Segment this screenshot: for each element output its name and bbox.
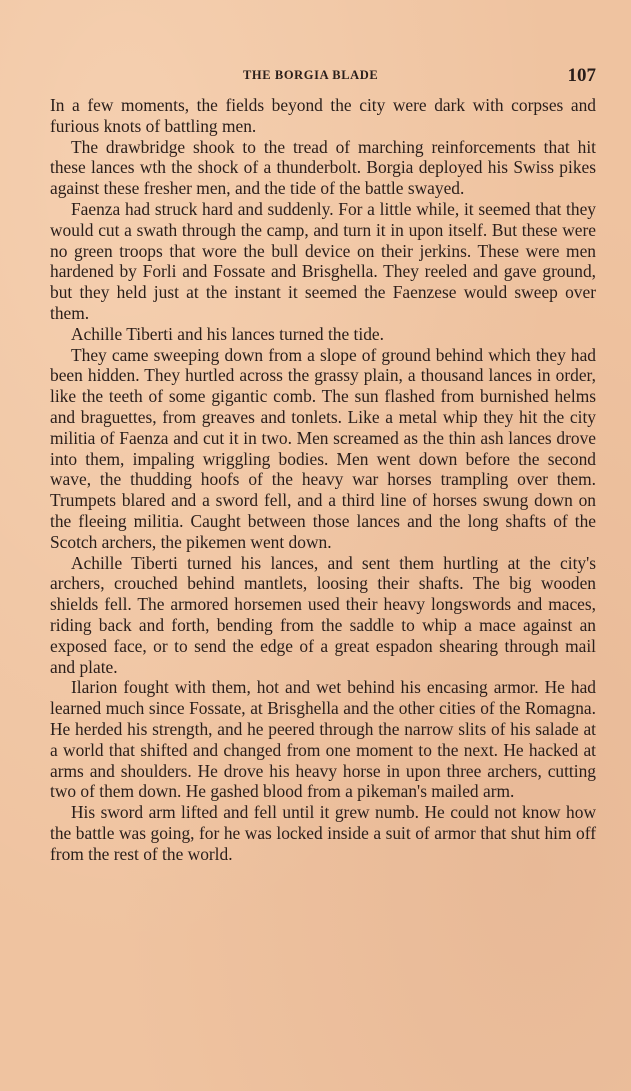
paragraph: His sword arm lifted and fell until it grew numb. He could not know how the battle was going, for he was locked inside a suit of armor that shut him off from the rest of the world. [50,802,596,864]
running-title: THE BORGIA BLADE [243,68,379,82]
page-number: 107 [567,65,596,86]
paragraph: Achille Tiberti turned his lances, and sent them hurtling at the city's archers, crouched behind mantlets, loosing their shafts. The big wooden shields fell. The armored horsemen used their heavy longswords and maces, riding back and forth, bending from the saddle to whip a mace against an exposed face, or to send the edge of a great espadon shearing through mail and plate. [50,552,596,677]
paragraph: The drawbridge shook to the tread of marching reinforcements that hit these lances wth the shock of a thunderbolt. Borgia deployed his Swiss pikes against these fresher men, and the tide of the battle swayed. [50,136,596,199]
paragraph: Faenza had struck hard and suddenly. For a little while, it seemed that they would cut a swath through the camp, and turn it in upon itself. But these were no green troops that wore the bull device on their jerkins. These were men hardened by Forli and Fossate and Brisghella. They reeled and gave ground, but they held just at the instant it seemed the Faenzese would sweep over them. [50,198,596,323]
paragraph: Achille Tiberti and his lances turned the tide. [71,323,384,344]
paragraph: In a few moments, the fields beyond the city were dark with corpses and furious knots of battling men. [50,95,596,136]
body-text [50,95,596,864]
book-page [50,66,596,864]
running-head [50,66,596,94]
paragraph: Ilarion fought with them, hot and wet behind his encasing armor. He had learned much since Fossate, at Brisghella and the other cities of the Romagna. He herded his strength, and he peered through the narrow slits of his salade at a world that shifted and changed from one moment to the next. He hacked at arms and shoulders. He drove his heavy horse in upon three archers, cutting two of them down. He gashed blood from a pikeman's mailed arm. [50,677,596,802]
paragraph: They came sweeping down from a slope of ground behind which they had been hidden. They hurtled across the grassy plain, a thousand lances in order, like the teeth of some gigantic comb. The sun flashed from burnished helms and braguettes, from greaves and tonlets. Like a metal whip they hit the city militia of Faenza and cut it in two. Men screamed as the thin ash lances drove into them, impaling wriggling bodies. Men went down before the second wave, the thudding hoofs of the heavy war horses trampling over them. Trumpets blared and a sword fell, and a third line of horses swung down on the fleeing militia. Caught between those lances and the long shafts of the Scotch archers, the pikemen went down. [50,344,596,552]
